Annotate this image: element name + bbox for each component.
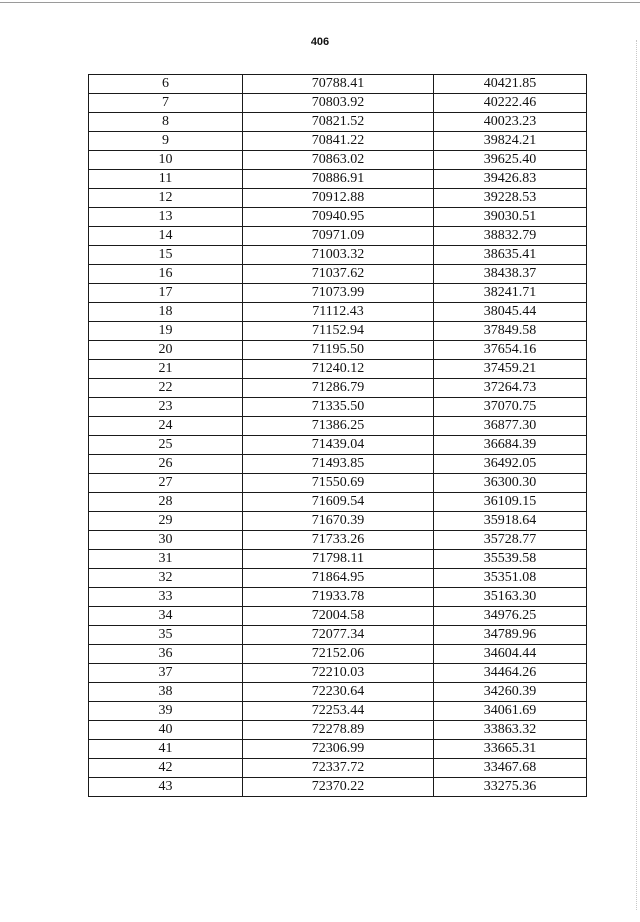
y-value-cell: 37849.58 [434,322,587,341]
point-number-cell: 37 [89,664,243,683]
table-row [89,588,587,607]
table-row [89,341,587,360]
point-number-cell: 8 [89,113,243,132]
y-value-cell: 40421.85 [434,75,587,94]
table-row [89,303,587,322]
table-row [89,455,587,474]
point-number-cell: 38 [89,683,243,702]
y-value-cell: 34061.69 [434,702,587,721]
point-number-cell: 39 [89,702,243,721]
table-row [89,151,587,170]
x-value-cell: 71933.78 [243,588,434,607]
table-row [89,208,587,227]
point-number-cell: 42 [89,759,243,778]
y-value-cell: 37459.21 [434,360,587,379]
table-row [89,569,587,588]
point-number-cell: 25 [89,436,243,455]
point-number-cell: 11 [89,170,243,189]
y-value-cell: 34260.39 [434,683,587,702]
y-value-cell: 35163.30 [434,588,587,607]
table-row [89,645,587,664]
table-row [89,721,587,740]
y-value-cell: 35351.08 [434,569,587,588]
y-value-cell: 39625.40 [434,151,587,170]
page-top-rule [0,2,640,3]
y-value-cell: 34464.26 [434,664,587,683]
table-row [89,170,587,189]
point-number-cell: 31 [89,550,243,569]
x-value-cell: 72152.06 [243,645,434,664]
point-number-cell: 6 [89,75,243,94]
y-value-cell: 36877.30 [434,417,587,436]
x-value-cell: 71798.11 [243,550,434,569]
y-value-cell: 37654.16 [434,341,587,360]
x-value-cell: 71550.69 [243,474,434,493]
x-value-cell: 72370.22 [243,778,434,797]
y-value-cell: 35539.58 [434,550,587,569]
point-number-cell: 30 [89,531,243,550]
y-value-cell: 33467.68 [434,759,587,778]
y-value-cell: 34789.96 [434,626,587,645]
x-value-cell: 72306.99 [243,740,434,759]
table-row [89,702,587,721]
y-value-cell: 37264.73 [434,379,587,398]
x-value-cell: 72230.64 [243,683,434,702]
y-value-cell: 38241.71 [434,284,587,303]
table-row [89,265,587,284]
point-number-cell: 26 [89,455,243,474]
x-value-cell: 72210.03 [243,664,434,683]
table-row [89,493,587,512]
table-row [89,398,587,417]
table-row [89,474,587,493]
point-number-cell: 18 [89,303,243,322]
point-number-cell: 34 [89,607,243,626]
table-body [89,75,587,797]
y-value-cell: 34976.25 [434,607,587,626]
y-value-cell: 36492.05 [434,455,587,474]
x-value-cell: 72253.44 [243,702,434,721]
point-number-cell: 33 [89,588,243,607]
y-value-cell: 38635.41 [434,246,587,265]
table-row [89,626,587,645]
table-row [89,75,587,94]
point-number-cell: 7 [89,94,243,113]
y-value-cell: 39228.53 [434,189,587,208]
point-number-cell: 43 [89,778,243,797]
point-number-cell: 17 [89,284,243,303]
point-number-cell: 10 [89,151,243,170]
x-value-cell: 72004.58 [243,607,434,626]
x-value-cell: 72278.89 [243,721,434,740]
table-row [89,284,587,303]
point-number-cell: 22 [89,379,243,398]
point-number-cell: 9 [89,132,243,151]
x-value-cell: 70863.02 [243,151,434,170]
table-row [89,664,587,683]
x-value-cell: 70886.91 [243,170,434,189]
point-number-cell: 12 [89,189,243,208]
page-number: 406 [310,36,330,48]
y-value-cell: 33275.36 [434,778,587,797]
x-value-cell: 71037.62 [243,265,434,284]
point-number-cell: 28 [89,493,243,512]
table-row [89,417,587,436]
point-number-cell: 21 [89,360,243,379]
x-value-cell: 71335.50 [243,398,434,417]
table-row [89,531,587,550]
x-value-cell: 72077.34 [243,626,434,645]
point-number-cell: 32 [89,569,243,588]
table-row [89,740,587,759]
x-value-cell: 70803.92 [243,94,434,113]
point-number-cell: 13 [89,208,243,227]
y-value-cell: 40222.46 [434,94,587,113]
point-number-cell: 40 [89,721,243,740]
point-number-cell: 23 [89,398,243,417]
x-value-cell: 70821.52 [243,113,434,132]
point-number-cell: 29 [89,512,243,531]
table-row [89,512,587,531]
x-value-cell: 71112.43 [243,303,434,322]
x-value-cell: 71733.26 [243,531,434,550]
table-row [89,436,587,455]
y-value-cell: 35918.64 [434,512,587,531]
table-row [89,759,587,778]
point-number-cell: 27 [89,474,243,493]
point-number-cell: 41 [89,740,243,759]
coordinate-table [88,74,587,797]
x-value-cell: 71609.54 [243,493,434,512]
y-value-cell: 35728.77 [434,531,587,550]
x-value-cell: 71240.12 [243,360,434,379]
y-value-cell: 38438.37 [434,265,587,284]
table-row [89,683,587,702]
y-value-cell: 39426.83 [434,170,587,189]
table-row [89,132,587,151]
table-row [89,360,587,379]
x-value-cell: 70912.88 [243,189,434,208]
point-number-cell: 16 [89,265,243,284]
x-value-cell: 72337.72 [243,759,434,778]
point-number-cell: 20 [89,341,243,360]
x-value-cell: 70940.95 [243,208,434,227]
point-number-cell: 14 [89,227,243,246]
table-row [89,379,587,398]
point-number-cell: 24 [89,417,243,436]
table-row [89,189,587,208]
x-value-cell: 71286.79 [243,379,434,398]
x-value-cell: 71073.99 [243,284,434,303]
y-value-cell: 40023.23 [434,113,587,132]
y-value-cell: 39030.51 [434,208,587,227]
table-row [89,322,587,341]
point-number-cell: 35 [89,626,243,645]
x-value-cell: 71386.25 [243,417,434,436]
table-row [89,227,587,246]
point-number-cell: 36 [89,645,243,664]
page-right-edge [636,40,637,910]
y-value-cell: 33665.31 [434,740,587,759]
y-value-cell: 33863.32 [434,721,587,740]
table-row [89,94,587,113]
x-value-cell: 70971.09 [243,227,434,246]
table-row [89,778,587,797]
table-row [89,550,587,569]
y-value-cell: 36109.15 [434,493,587,512]
y-value-cell: 39824.21 [434,132,587,151]
point-number-cell: 15 [89,246,243,265]
y-value-cell: 34604.44 [434,645,587,664]
x-value-cell: 71493.85 [243,455,434,474]
x-value-cell: 71152.94 [243,322,434,341]
x-value-cell: 71864.95 [243,569,434,588]
y-value-cell: 38045.44 [434,303,587,322]
x-value-cell: 71670.39 [243,512,434,531]
x-value-cell: 71003.32 [243,246,434,265]
y-value-cell: 38832.79 [434,227,587,246]
y-value-cell: 36300.30 [434,474,587,493]
x-value-cell: 70841.22 [243,132,434,151]
table-row [89,113,587,132]
point-number-cell: 19 [89,322,243,341]
y-value-cell: 36684.39 [434,436,587,455]
table-row [89,246,587,265]
x-value-cell: 71439.04 [243,436,434,455]
table-row [89,607,587,626]
x-value-cell: 70788.41 [243,75,434,94]
y-value-cell: 37070.75 [434,398,587,417]
x-value-cell: 71195.50 [243,341,434,360]
